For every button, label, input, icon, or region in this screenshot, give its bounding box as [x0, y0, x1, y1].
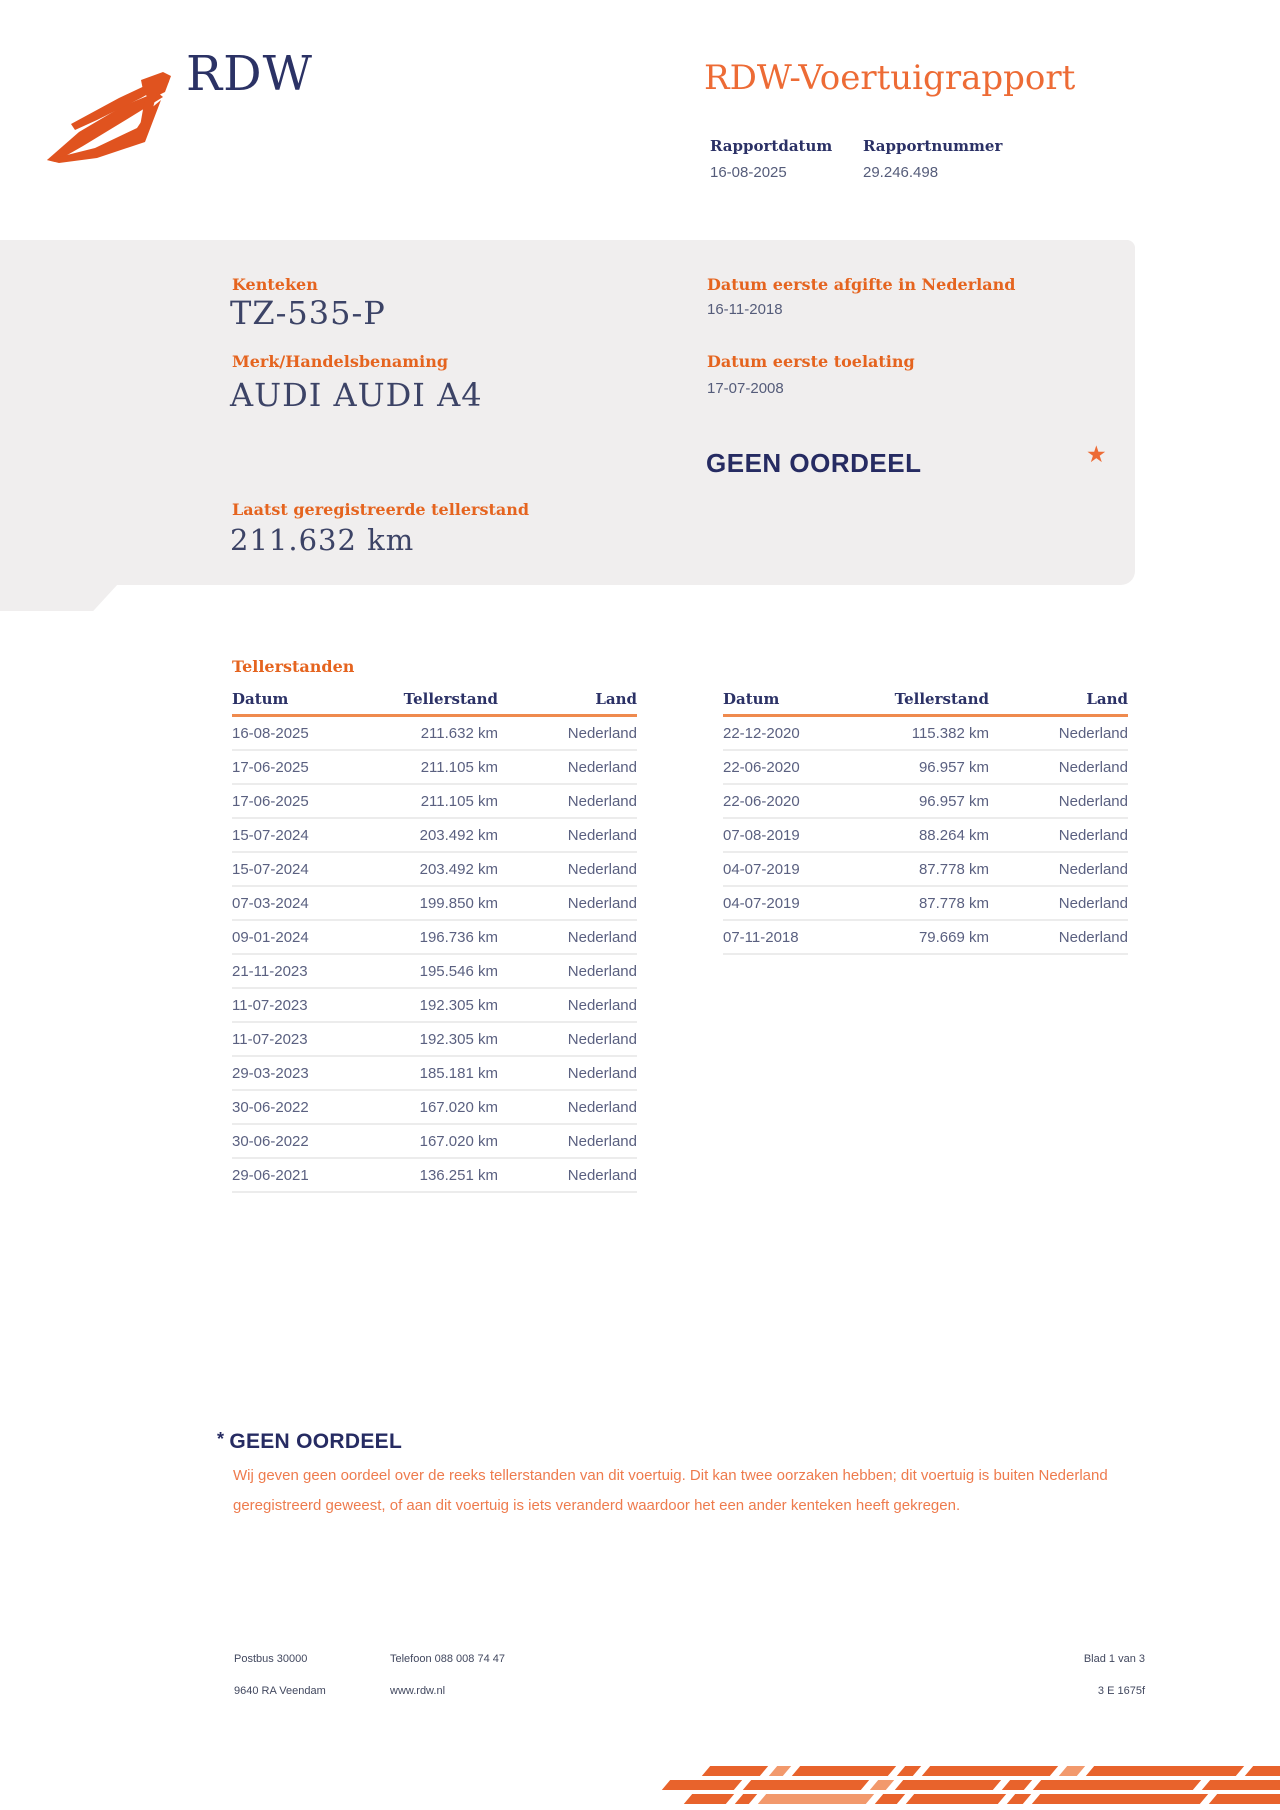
report-date-label: Rapportdatum — [710, 137, 833, 155]
date-cell: 22-06-2020 — [723, 758, 800, 776]
table-row — [232, 751, 637, 785]
date-cell: 29-03-2023 — [232, 1064, 309, 1082]
rdw-logo-text: RDW — [186, 46, 313, 102]
odometer-cell: 192.305 km — [419, 1030, 498, 1048]
table-row — [232, 1023, 637, 1057]
date-cell: 07-03-2024 — [232, 894, 309, 912]
table-row — [232, 955, 637, 989]
table-row — [232, 1125, 637, 1159]
odometer-cell: 79.669 km — [918, 928, 989, 946]
country-cell: Nederland — [1058, 792, 1128, 810]
date-cell: 07-11-2018 — [723, 928, 799, 946]
footer-stripes-graphic — [660, 1766, 1280, 1810]
kenteken-value: TZ-535-P — [230, 294, 386, 332]
eerste-toelating-value: 17-07-2008 — [707, 380, 784, 397]
date-cell: 11-07-2023 — [232, 996, 308, 1014]
eerste-toelating-label: Datum eerste toelating — [707, 352, 915, 371]
country-cell: Nederland — [567, 996, 637, 1014]
country-cell: Nederland — [567, 1098, 637, 1116]
odometer-cell: 136.251 km — [419, 1166, 498, 1184]
country-cell: Nederland — [567, 724, 637, 742]
country-cell: Nederland — [567, 1132, 637, 1150]
country-cell: Nederland — [1058, 826, 1128, 844]
footer-phone: Telefoon 088 008 74 47 — [390, 1653, 505, 1665]
odometer-cell: 211.632 km — [420, 724, 498, 742]
odometer-cell: 203.492 km — [419, 860, 498, 878]
table-row — [232, 887, 637, 921]
footnote-text: Wij geven geen oordeel over de reeks tellerstanden van dit voertuig. Dit kan twee oorzaken hebben; dit voertuig is buiten Nederland geregistreerd geweest, of aan dit voertuig is iets veranderd waardoor het een ander kenteken heeft gekregen. — [233, 1467, 1108, 1514]
table-row — [723, 921, 1128, 955]
country-cell: Nederland — [567, 860, 637, 878]
odometer-cell: 87.778 km — [918, 860, 989, 878]
footer-form-code: 3 E 1675f — [1097, 1685, 1145, 1697]
odometer-cell: 115.382 km — [911, 724, 989, 742]
country-cell: Nederland — [567, 928, 637, 946]
odometer-cell: 96.957 km — [918, 792, 989, 810]
stripes-row — [666, 1780, 1280, 1790]
country-cell: Nederland — [567, 826, 637, 844]
date-cell: 11-07-2023 — [232, 1030, 308, 1048]
odometer-cell: 87.778 km — [918, 894, 989, 912]
country-cell: Nederland — [1058, 928, 1128, 946]
country-cell: Nederland — [567, 1064, 637, 1082]
country-cell: Nederland — [1058, 758, 1128, 776]
date-cell: 22-12-2020 — [723, 724, 800, 742]
table-row — [723, 819, 1128, 853]
date-cell: 16-08-2025 — [232, 724, 309, 742]
table-header-row — [232, 688, 637, 717]
table-row — [723, 785, 1128, 819]
footnote-title-text: GEEN OORDEEL — [229, 1430, 403, 1453]
date-cell: 15-07-2024 — [232, 860, 309, 878]
footer-page-indicator: Blad 1 van 3 — [1083, 1653, 1145, 1665]
date-cell: 04-07-2019 — [723, 894, 800, 912]
odometer-cell: 195.546 km — [419, 962, 498, 980]
table-row — [232, 853, 637, 887]
table-row — [723, 717, 1128, 751]
odometer-cell: 192.305 km — [419, 996, 498, 1014]
tellerstanden-section-title: Tellerstanden — [232, 657, 355, 676]
column-header-tellerstand: Tellerstand — [403, 690, 498, 708]
country-cell: Nederland — [567, 962, 637, 980]
odometer-table-right — [723, 688, 1128, 955]
geen-oordeel-verdict: GEEN OORDEEL — [706, 448, 922, 478]
date-cell: 30-06-2022 — [232, 1098, 309, 1116]
merk-value: AUDI AUDI A4 — [230, 376, 483, 414]
country-cell: Nederland — [567, 1166, 637, 1184]
table-row — [723, 853, 1128, 887]
odometer-cell: 167.020 km — [419, 1098, 498, 1116]
country-cell: Nederland — [1058, 860, 1128, 878]
footnote-title — [217, 1429, 402, 1454]
date-cell: 07-08-2019 — [723, 826, 800, 844]
table-row — [232, 819, 637, 853]
footer-address-line1: Postbus 30000 — [234, 1653, 308, 1665]
vehicle-summary-panel — [0, 240, 1135, 585]
stripes-row — [688, 1794, 1280, 1804]
table-row — [232, 989, 637, 1023]
country-cell: Nederland — [567, 1030, 637, 1048]
table-row — [232, 921, 637, 955]
table-row — [232, 1057, 637, 1091]
table-row — [232, 1091, 637, 1125]
footnote-asterisk: * — [217, 1429, 225, 1449]
odometer-cell: 211.105 km — [420, 758, 498, 776]
table-row — [723, 751, 1128, 785]
date-cell: 17-06-2025 — [232, 792, 309, 810]
odometer-cell: 96.957 km — [918, 758, 989, 776]
laatste-tellerstand-value: 211.632 km — [230, 523, 415, 557]
column-header-land: Land — [1086, 690, 1128, 708]
column-header-datum: Datum — [723, 690, 780, 708]
date-cell: 22-06-2020 — [723, 792, 800, 810]
date-cell: 29-06-2021 — [232, 1166, 309, 1184]
footer-address-line2: 9640 RA Veendam — [234, 1685, 326, 1697]
odometer-cell: 185.181 km — [419, 1064, 498, 1082]
laatste-tellerstand-label: Laatst geregistreerde tellerstand — [232, 500, 530, 519]
column-header-land: Land — [595, 690, 637, 708]
country-cell: Nederland — [1058, 724, 1128, 742]
kenteken-label: Kenteken — [232, 275, 318, 294]
rdw-feather-logo-icon — [45, 70, 177, 164]
report-date-value: 16-08-2025 — [710, 164, 787, 181]
date-cell: 17-06-2025 — [232, 758, 309, 776]
table-row — [232, 785, 637, 819]
merk-label: Merk/Handelsbenaming — [232, 352, 449, 371]
table-row — [232, 1159, 637, 1193]
date-cell: 21-11-2023 — [232, 962, 308, 980]
odometer-cell: 88.264 km — [918, 826, 989, 844]
odometer-cell: 211.105 km — [420, 792, 498, 810]
country-cell: Nederland — [567, 792, 637, 810]
vehicle-panel-corner-notch — [0, 584, 118, 611]
odometer-table-left — [232, 688, 637, 1193]
odometer-cell: 167.020 km — [419, 1132, 498, 1150]
footer-website: www.rdw.nl — [390, 1685, 446, 1697]
date-cell: 15-07-2024 — [232, 826, 309, 844]
odometer-cell: 196.736 km — [419, 928, 498, 946]
country-cell: Nederland — [567, 758, 637, 776]
stripes-row — [706, 1766, 1280, 1776]
date-cell: 30-06-2022 — [232, 1132, 309, 1150]
column-header-datum: Datum — [232, 690, 289, 708]
eerste-afgifte-label: Datum eerste afgifte in Nederland — [707, 275, 1016, 294]
odometer-cell: 199.850 km — [419, 894, 498, 912]
table-header-row — [723, 688, 1128, 717]
date-cell: 09-01-2024 — [232, 928, 309, 946]
page-title: RDW-Voertuigrapport — [704, 58, 1076, 98]
column-header-tellerstand: Tellerstand — [894, 690, 989, 708]
geen-oordeel-star-icon: ★ — [1086, 441, 1107, 467]
date-cell: 04-07-2019 — [723, 860, 800, 878]
odometer-cell: 203.492 km — [419, 826, 498, 844]
table-row — [723, 887, 1128, 921]
eerste-afgifte-value: 16-11-2018 — [707, 301, 783, 318]
country-cell: Nederland — [567, 894, 637, 912]
report-number-value: 29.246.498 — [863, 164, 939, 181]
report-number-label: Rapportnummer — [863, 137, 1003, 155]
table-row — [232, 717, 637, 751]
country-cell: Nederland — [1058, 894, 1128, 912]
